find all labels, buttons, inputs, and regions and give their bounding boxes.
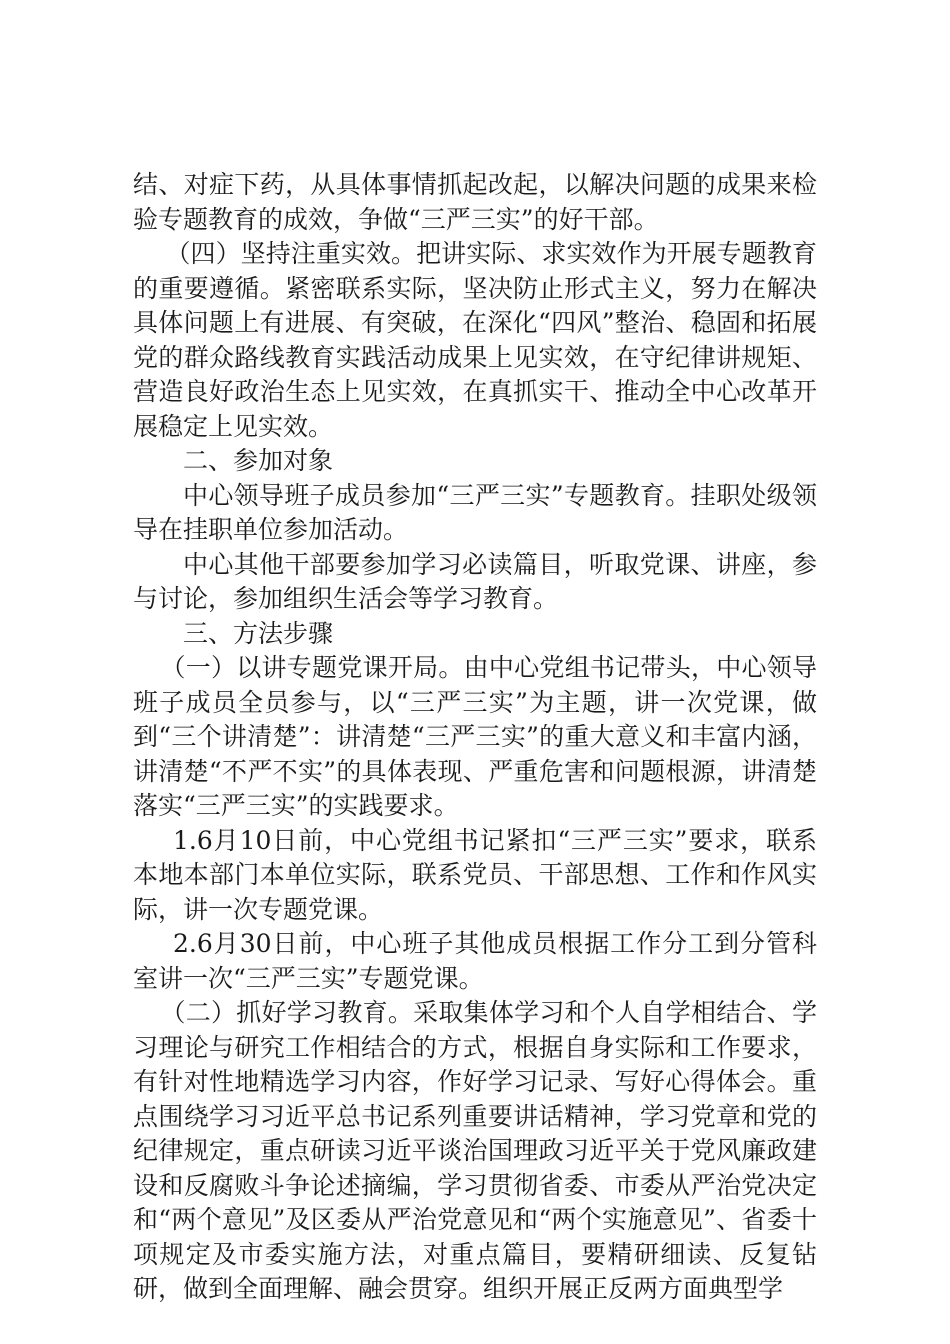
- paragraph-continuation: 结、对症下药，从具体事情抓起改起，以解决问题的成果来检验专题教育的成效，争做“三严三实”的好干部。: [133, 170, 817, 234]
- paragraph-section-4: （四）坚持注重实效。把讲实际、求实效作为开展专题教育的重要遵循。紧密联系实际，坚决防止形式主义，努力在解决具体问题上有进展、有突破，在深化“四风”整治、稳固和拓展党的群众路线教育实践活动成果上见实效，在守纪律讲规矩、营造良好政治生态上见实效，在真抓实干、推动全中心改革开展稳定上见实效。: [133, 239, 817, 441]
- paragraph-method-2: （二）抓好学习教育。采取集体学习和个人自学相结合、学习理论与研究工作相结合的方式，根据自身实际和工作要求，有针对性地精选学习内容，作好学习记录、写好心得体会。重点围绕学习习近平总书记系列重要讲话精神，学习党章和党的纪律规定，重点研读习近平谈治国理政习近平关于党风廉政建设和反腐败斗争论述摘编，学习贯彻省委、市委从严治党决定和“两个意见”及区委从严治党意见和“两个实施意见”、省委十项规定及市委实施方法，对重点篇目，要精研细读、反复钻研，做到全面理解、融会贯穿。组织开展正反两方面典型学: [133, 998, 817, 1303]
- paragraph-step-2: 2.6月30日前，中心班子其他成员根据工作分工到分管科室讲一次“三严三实”专题党课。: [133, 929, 817, 993]
- paragraph-step-1: 1.6月10日前，中心党组书记紧扣“三严三实”要求，联系本地本部门本单位实际，联系党员、干部思想、工作和作风实际，讲一次专题党课。: [133, 825, 817, 924]
- heading-participants: 二、参加对象: [183, 446, 334, 475]
- heading-methods: 三、方法步骤: [183, 618, 334, 648]
- document-body: [133, 168, 817, 1307]
- paragraph-method-1: （一）以讲专题党课开局。由中心党组书记带头，中心领导班子成员全员参与，以“三严三实”为主题，讲一次党课，做到“三个讲清楚”：讲清楚“三严三实”的重大意义和丰富内涵，讲清楚“不严不实”的具体表现、严重危害和问题根源，讲清楚落实“三严三实”的实践要求。: [133, 653, 817, 820]
- paragraph-participants-leaders: 中心领导班子成员参加“三严三实”专题教育。挂职处级领导在挂职单位参加活动。: [133, 480, 817, 544]
- paragraph-participants-others: 中心其他干部要参加学习必读篇目，听取党课、讲座，参与讨论，参加组织生活会等学习教育。: [133, 549, 817, 613]
